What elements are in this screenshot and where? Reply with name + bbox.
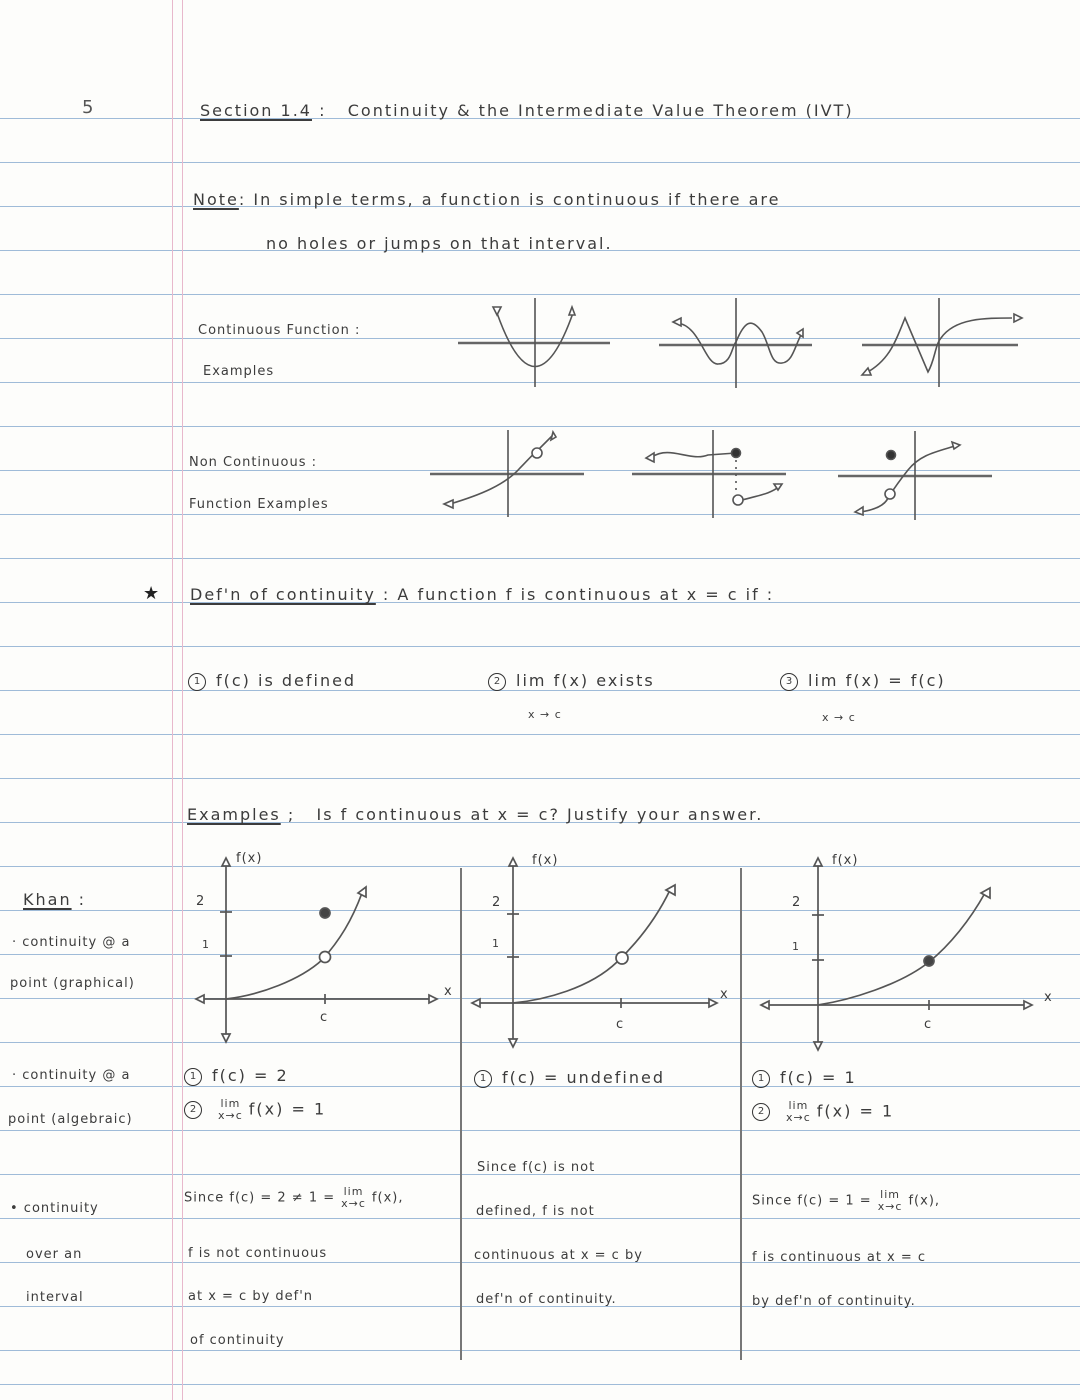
col3-step2-text: f(x) = 1 <box>816 1101 895 1121</box>
star-icon: ★ <box>143 583 162 604</box>
page-number: 5 <box>82 97 94 118</box>
sidebar-khan <box>23 890 86 909</box>
col3-line-1: f is continuous at x = c <box>752 1250 927 1265</box>
khan-label: Khan <box>23 890 72 909</box>
col1-conclusion-pre: Since f(c) = 2 ≠ 1 = <box>184 1190 336 1206</box>
column-divider-2 <box>740 868 742 1360</box>
graph-2-c-label: c <box>616 1017 625 1032</box>
note-line-2: no holes or jumps on that interval. <box>266 234 613 253</box>
graph-2-x-label: x <box>720 987 729 1002</box>
circled-number: 1 <box>184 1068 202 1086</box>
graph-1-x-label: x <box>444 984 453 999</box>
sidebar-item-algebraic-1: · continuity @ a <box>12 1068 131 1083</box>
col2-line-3: continuous at x = c by <box>474 1248 643 1263</box>
circled-number: 2 <box>184 1101 202 1119</box>
col2-step1-text: f(c) = undefined <box>502 1068 665 1087</box>
graph-2-y-label: f(x) <box>532 853 559 868</box>
semicolon: ; <box>280 805 310 824</box>
circled-number: 1 <box>474 1070 492 1088</box>
definition-text: A function f is continuous at x = c if : <box>397 585 775 604</box>
lim-sub: x→c <box>877 1200 903 1213</box>
graph-3-tick-2: 2 <box>792 895 802 910</box>
colon: : <box>238 190 254 209</box>
sidebar-item-interval-2: over an <box>26 1247 83 1262</box>
col2-line-2: defined, f is not <box>476 1204 595 1219</box>
colon: : <box>375 585 398 604</box>
definition-heading <box>190 585 774 604</box>
graph-1-tick-2: 2 <box>196 894 206 909</box>
col1-conclusion-post: f(x), <box>371 1190 404 1206</box>
note-label: Note <box>193 190 239 209</box>
section-heading <box>200 101 854 120</box>
col1-step2 <box>184 1098 326 1122</box>
condition-2-text: f(x) exists <box>553 671 655 690</box>
graph-3-y-label: f(x) <box>832 853 859 868</box>
col2-line-4: def'n of continuity. <box>476 1292 617 1307</box>
lim-label: lim <box>880 1188 900 1201</box>
graph-3-tick-1: 1 <box>792 940 800 953</box>
examples-prompt: Is f continuous at x = c? Justify your answer. <box>316 805 764 824</box>
condition-2-subscript: x → c <box>528 708 562 721</box>
examples-label: Examples <box>187 805 281 824</box>
graph-3-x-label: x <box>1044 990 1053 1005</box>
margin-line-left <box>172 0 173 1400</box>
lim-label: lim <box>343 1185 364 1198</box>
sidebar-item-interval-1: • continuity <box>10 1201 99 1216</box>
section-title: Continuity & the Intermediate Value Theorem (IVT) <box>347 101 854 120</box>
col3-line-2: by def'n of continuity. <box>752 1294 916 1309</box>
colon: : <box>78 890 87 909</box>
lim-label: lim <box>808 671 839 690</box>
condition-1 <box>188 671 356 691</box>
lim-label: lim <box>788 1099 809 1112</box>
continuous-label-2: Examples <box>203 364 275 379</box>
col1-step1-text: f(c) = 2 <box>212 1066 289 1085</box>
col1-step2-text: f(x) = 1 <box>248 1099 327 1119</box>
column-divider-1 <box>460 868 462 1360</box>
graph-1-tick-1: 1 <box>202 938 210 951</box>
sidebar-item-graphical-1: · continuity @ a <box>12 935 131 950</box>
section-label: Section 1.4 <box>200 101 312 120</box>
condition-3 <box>780 671 946 691</box>
graph-2-tick-2: 2 <box>492 895 502 910</box>
circled-number: 1 <box>752 1070 770 1088</box>
lim-sub: x→c <box>341 1197 366 1210</box>
sidebar-item-interval-3: interval <box>26 1290 84 1305</box>
graph-2-tick-1: 1 <box>492 937 500 950</box>
col3-conclusion-pre: Since f(c) = 1 = <box>752 1193 872 1209</box>
circled-number: 2 <box>488 673 506 691</box>
lim-sub: x→c <box>218 1109 243 1122</box>
examples-heading <box>187 805 763 824</box>
condition-3-subscript: x → c <box>822 711 856 724</box>
graph-3-c-label: c <box>924 1017 933 1032</box>
continuous-label-1: Continuous Function : <box>198 323 361 338</box>
col2-line-1: Since f(c) is not <box>477 1160 596 1175</box>
col3-step1 <box>752 1068 857 1088</box>
circled-number: 1 <box>188 673 206 691</box>
col3-conclusion <box>752 1189 940 1213</box>
lim-block <box>341 1186 366 1210</box>
condition-1-text: f(c) is defined <box>216 671 357 690</box>
note-text-1: In simple terms, a function is continuous if there are <box>253 190 781 209</box>
lim-block <box>878 1189 903 1213</box>
sidebar-item-algebraic-2: point (algebraic) <box>8 1112 133 1127</box>
condition-3-text: f(x) = f(c) <box>845 671 946 690</box>
col1-line-3: of continuity <box>190 1333 285 1348</box>
graph-1-c-label: c <box>320 1010 329 1025</box>
col3-conclusion-post: f(x), <box>908 1193 941 1209</box>
note-line-1 <box>193 190 780 209</box>
colon: : <box>319 101 341 120</box>
margin-line-right <box>182 0 183 1400</box>
lim-sub: x→c <box>786 1111 811 1124</box>
col1-line-1: f is not continuous <box>188 1246 328 1261</box>
col3-step2 <box>752 1100 894 1124</box>
circled-number: 2 <box>752 1103 770 1121</box>
lim-label: lim <box>220 1097 241 1110</box>
col1-conclusion <box>184 1186 403 1210</box>
definition-label: Def'n of continuity <box>190 585 376 604</box>
non-continuous-label-1: Non Continuous : <box>189 455 317 470</box>
graph-1-y-label: f(x) <box>236 851 263 866</box>
circled-number: 3 <box>780 673 798 691</box>
condition-2 <box>488 671 655 691</box>
col2-step1 <box>474 1068 665 1088</box>
lim-block <box>218 1098 243 1122</box>
lim-label: lim <box>516 671 547 690</box>
lim-block <box>786 1100 811 1124</box>
col3-step1-text: f(c) = 1 <box>780 1068 857 1087</box>
col1-line-2: at x = c by def'n <box>188 1289 314 1304</box>
col1-step1 <box>184 1066 289 1086</box>
sidebar-item-graphical-2: point (graphical) <box>10 976 135 991</box>
non-continuous-label-2: Function Examples <box>189 497 329 512</box>
